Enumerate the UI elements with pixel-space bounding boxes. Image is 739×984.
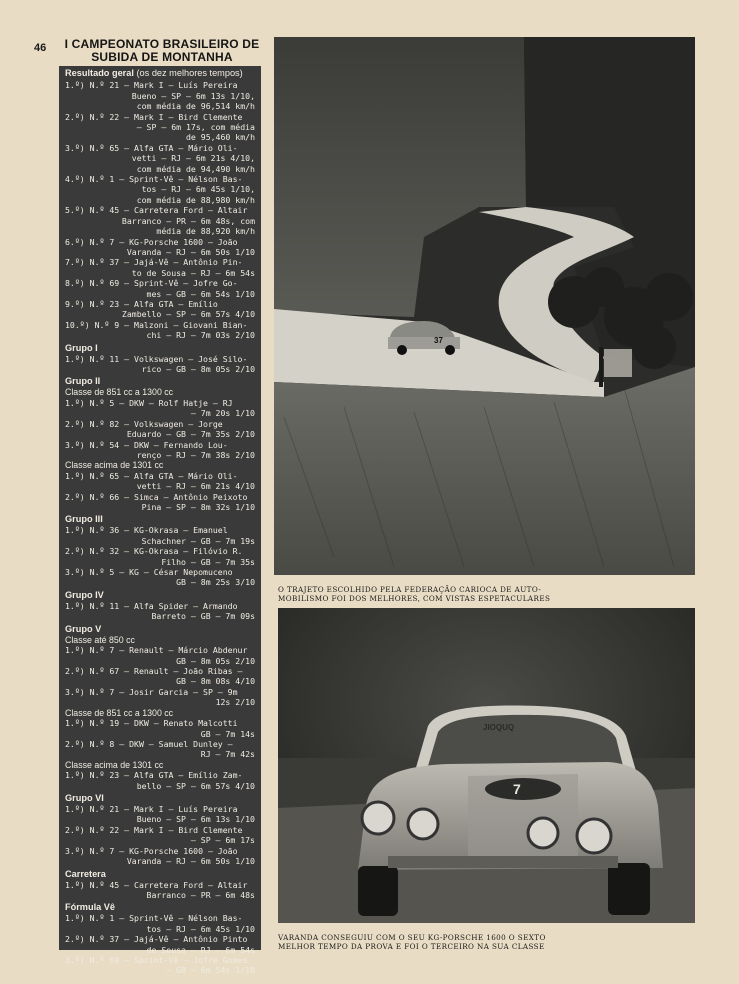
result-line: 10.º) N.º 9 — Malzoni — Giovani Bian- xyxy=(65,319,248,330)
group-heading: Carretera xyxy=(65,868,106,879)
result-line: 8.º) N.º 69 — Sprint-Vê — Jofre Go- xyxy=(65,278,238,289)
result-line: com média de 88,980 km/h xyxy=(136,194,255,205)
result-line: com média de 96,514 km/h xyxy=(136,101,255,112)
car-number-bottom: 7 xyxy=(513,781,521,797)
result-line: 2.º) N.º 32 — KG-Okrasa — Filóvio R. xyxy=(65,546,243,557)
result-line: 3.º) N.º 65 — Alfa GTA — Mário Oli- xyxy=(65,142,238,153)
result-line: Barranco — PR — 6m 48s, com xyxy=(121,215,255,226)
result-line: Bueno — SP — 6m 13s 1/10 xyxy=(136,814,255,825)
result-line: 4.º) N.º 1 — Sprint-Vê — Nélson Bas- xyxy=(65,174,243,185)
result-line: Eduardo — GB — 7m 35s 2/10 xyxy=(126,429,255,440)
result-line: 1.º) N.º 65 — Alfa GTA — Mário Oli- xyxy=(65,470,238,481)
result-line: GB — 8m 08s 4/10 xyxy=(176,676,255,687)
result-line: Schachner — GB — 7m 19s xyxy=(141,535,255,546)
result-line: — SP — 6m 17s, com média xyxy=(136,122,255,133)
result-line: — GB — 6m 54s 1/10 xyxy=(166,965,255,976)
caption-top-line-2: MOBILISMO FOI DOS MELHORES, COM VISTAS ESPETACULARES xyxy=(278,593,551,603)
result-line: Filho — GB — 7m 35s xyxy=(161,556,255,567)
result-line: 1.º) N.º 21 — Mark I — Luís Pereira xyxy=(65,804,238,815)
group-heading: Grupo V xyxy=(65,623,102,634)
result-line: de Sousa — RJ — 6m 54s xyxy=(146,944,255,955)
result-line: 2.º) N.º 67 — Renault — João Ribas — xyxy=(65,666,243,676)
car-number-top: 37 xyxy=(434,336,443,345)
class-heading: Classe de 851 cc a 1300 cc xyxy=(65,387,174,398)
result-line: 2.º) N.º 8 — DKW — Samuel Dunley — xyxy=(65,738,233,749)
heading-line-1: I CAMPEONATO BRASILEIRO DE xyxy=(64,37,260,51)
result-line: 1.º) N.º 23 — Alfa GTA — Emílio Zam- xyxy=(65,770,243,781)
results-sidebar xyxy=(59,66,261,976)
result-line: GB — 8m 05s 2/10 xyxy=(176,655,255,666)
mountain-road-image xyxy=(274,37,695,575)
class-heading: Classe até 850 cc xyxy=(65,634,135,645)
result-line: tos — RJ — 6m 45s 1/10, xyxy=(141,184,255,195)
class-heading: Classe acima de 1301 cc xyxy=(65,460,164,471)
result-line: bello — SP — 6m 57s 4/10 xyxy=(136,780,255,791)
group-heading: Grupo II xyxy=(65,376,101,387)
kg-porsche-photo xyxy=(278,608,695,923)
result-line: de 95,460 km/h xyxy=(185,132,255,143)
result-line: 1.º) N.º 1 — Sprint-Vê — Nélson Bas- xyxy=(65,913,243,924)
result-line: Barranco — PR — 6m 48s xyxy=(146,889,255,900)
results-title: Resultado geral xyxy=(65,68,134,78)
result-line: chi — RJ — 7m 03s 2/10 xyxy=(146,330,255,341)
page-number: 46 xyxy=(34,42,47,54)
group-heading: Grupo III xyxy=(65,514,103,525)
result-line: média de 88,920 km/h xyxy=(156,226,255,237)
result-line: mes — GB — 6m 54s 1/10 xyxy=(146,288,255,299)
result-line: — SP — 6m 17s xyxy=(190,835,255,846)
result-line: 5.º) N.º 45 — Carretera Ford — Altair xyxy=(65,205,248,216)
result-line: 2.º) N.º 22 — Mark I — Bird Clemente xyxy=(65,111,243,122)
kg-porsche-image xyxy=(278,608,695,923)
result-line: Barreto — GB — 7m 09s xyxy=(151,611,255,622)
result-line: 1.º) N.º 7 — Renault — Márcio Abdenur xyxy=(65,645,248,656)
result-line: 1.º) N.º 21 — Mark I — Luís Pereira xyxy=(65,80,238,91)
class-heading: Classe de 851 cc a 1300 cc xyxy=(65,707,174,718)
result-line: vetti — RJ — 6m 21s 4/10 xyxy=(136,481,255,492)
result-line: Varanda — RJ — 6m 50s 1/10 xyxy=(126,246,255,257)
result-line: 3.º) N.º 69 — Sprint-Vê — Jofre Gomes xyxy=(65,954,248,965)
result-line: to de Sousa — RJ — 6m 54s xyxy=(131,267,255,278)
result-line: rico — GB — 8m 05s 2/10 xyxy=(141,363,255,374)
result-line: Bueno — SP — 6m 13s 1/10, xyxy=(131,90,255,101)
result-line: 2.º) N.º 66 — Simca — Antônio Peixoto xyxy=(65,491,248,502)
class-heading: Classe acima de 1301 cc xyxy=(65,759,164,770)
result-line: GB — 8m 25s 3/10 xyxy=(176,577,255,588)
group-heading: Fórmula Vê xyxy=(65,902,116,913)
result-line: 12s 2/10 xyxy=(215,697,255,708)
result-line: 1.º) N.º 11 — Volkswagen — José Silo- xyxy=(65,353,248,364)
result-line: Pina — SP — 8m 32s 1/10 xyxy=(141,502,255,513)
result-line: 2.º) N.º 37 — Jajá-Vê — Antônio Pinto xyxy=(65,934,248,945)
result-line: 3.º) N.º 7 — KG-Porsche 1600 — João xyxy=(65,845,238,856)
result-line: Zambello — SP — 6m 57s 4/10 xyxy=(121,309,255,320)
caption-top xyxy=(278,586,698,603)
result-line: tos — RJ — 6m 45s 1/10 xyxy=(146,923,255,934)
result-line: 1.º) N.º 36 — KG-Okrasa — Emanuel xyxy=(65,525,228,536)
result-line: RJ — 7m 42s xyxy=(200,749,255,760)
heading-line-2: SUBIDA DE MONTANHA xyxy=(91,50,233,64)
caption-bottom-line-1: VARANDA CONSEGUIU COM O SEU KG-PORSCHE 1600 O SEXTO xyxy=(278,933,546,942)
results-title-row xyxy=(65,68,255,78)
caption-bottom-line-2: MELHOR TEMPO DA PROVA E FOI O TERCEIRO NA SUA CLASSE xyxy=(278,941,545,951)
group-heading: Grupo IV xyxy=(65,589,104,600)
result-line: vetti — RJ — 6m 21s 4/10, xyxy=(131,153,255,164)
result-line: Varanda — RJ — 6m 50s 1/10 xyxy=(126,856,255,867)
result-line: renço — RJ — 7m 38s 2/10 xyxy=(136,449,255,460)
result-line: 1.º) N.º 11 — Alfa Spider — Armando xyxy=(65,600,238,611)
result-line: 1.º) N.º 19 — DKW — Renato Malcotti xyxy=(65,718,238,729)
result-line: 7.º) N.º 37 — Jajá-Vê — Antônio Pin- xyxy=(65,257,243,268)
result-line: 6.º) N.º 7 — KG-Porsche 1600 — João xyxy=(65,236,238,247)
result-line: 1.º) N.º 5 — DKW — Rolf Hatje — RJ xyxy=(65,397,233,408)
result-line: com média de 94,490 km/h xyxy=(136,163,255,174)
windshield-banner: ЈIОQUQ xyxy=(483,723,515,732)
mountain-road-photo xyxy=(274,37,695,575)
results-title-note: (os dez melhores tempos) xyxy=(136,68,243,78)
caption-bottom xyxy=(278,934,698,951)
result-line: 2.º) N.º 82 — Volkswagen — Jorge xyxy=(65,418,223,429)
result-line: 9.º) N.º 23 — Alfa GTA — Emílio xyxy=(65,298,218,309)
result-line: 3.º) N.º 54 — DKW — Fernando Lou- xyxy=(65,439,228,450)
result-line: — 7m 20s 1/10 xyxy=(190,408,255,419)
result-line: 3.º) N.º 7 — Josir Garcia — SP — 9m xyxy=(65,686,238,697)
result-line: GB — 7m 14s xyxy=(200,728,255,739)
result-line: 2.º) N.º 22 — Mark I — Bird Clemente xyxy=(65,824,243,835)
article-heading xyxy=(64,38,260,64)
group-heading: Grupo I xyxy=(65,342,98,353)
result-line: 3.º) N.º 5 — KG — César Nepomuceno xyxy=(65,567,233,578)
results-list xyxy=(65,80,255,975)
group-heading: Grupo VI xyxy=(65,793,104,804)
caption-top-line-1: O TRAJETO ESCOLHIDO PELA FEDERAÇÃO CARIOCA DE AUTO- xyxy=(278,585,542,594)
result-line: 1.º) N.º 45 — Carretera Ford — Altair xyxy=(65,879,248,890)
